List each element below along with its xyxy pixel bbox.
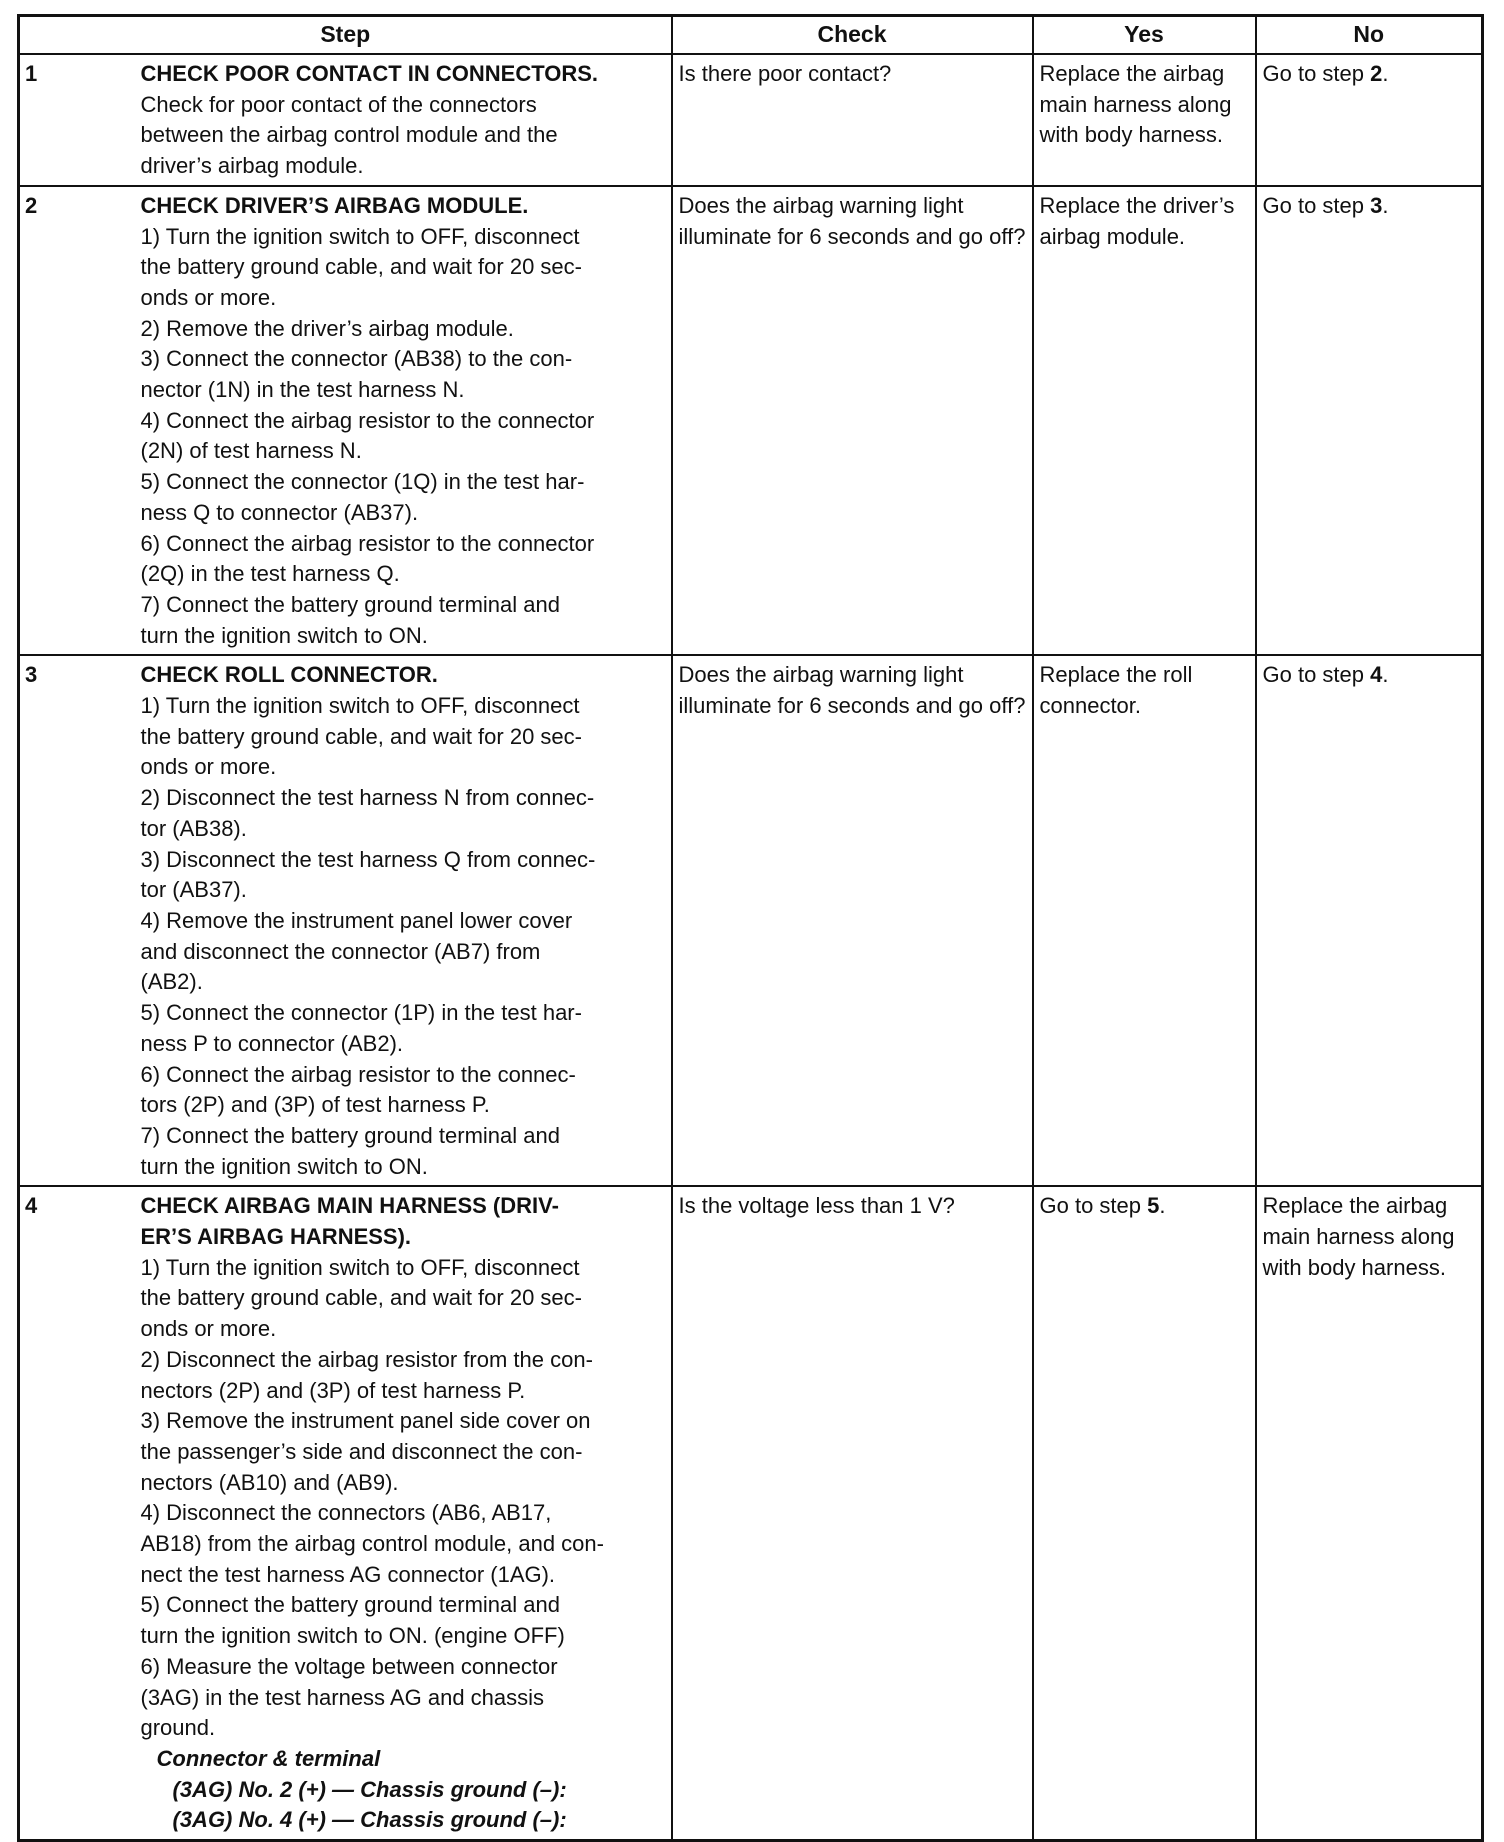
check-cell: Does the airbag warning light illuminate for 6 seconds and go off? xyxy=(672,186,1033,656)
goto-step-number: 2 xyxy=(1370,61,1383,86)
step-line: ness Q to connector (AB37). xyxy=(140,499,419,525)
step-title: CHECK POOR CONTACT IN CONNECTORS. xyxy=(140,61,599,86)
step-title-continued: ER’S AIRBAG HARNESS). xyxy=(140,1224,412,1250)
step-line: and disconnect the connector (AB7) from xyxy=(140,938,541,964)
step-line: (2Q) in the test harness Q. xyxy=(140,561,400,587)
yes-cell xyxy=(1033,1186,1256,1840)
step-line: onds or more. xyxy=(140,284,277,310)
step-line: 2) Remove the driver’s airbag module. xyxy=(140,315,514,341)
yes-cell: Replace the roll connector. xyxy=(1033,655,1256,1186)
step-line: (AB2). xyxy=(140,969,203,995)
step-line: 1) Turn the ignition switch to OFF, disconnect xyxy=(140,223,580,249)
step-line: the battery ground cable, and wait for 20 sec- xyxy=(140,723,582,749)
yes-cell: Replace the airbag main harness along with body harness. xyxy=(1033,54,1256,186)
header-step: Step xyxy=(19,16,672,55)
connector-terminal-line: (3AG) No. 2 (+) — Chassis ground (–): xyxy=(172,1776,567,1802)
step-line: 5) Connect the battery ground terminal and xyxy=(140,1592,560,1618)
step-line: nectors (2P) and (3P) of test harness P. xyxy=(140,1377,526,1403)
header-row xyxy=(19,16,1483,55)
step-line: 7) Connect the battery ground terminal and xyxy=(140,591,560,617)
no-text: Go to step xyxy=(1262,61,1371,86)
no-text-suffix: . xyxy=(1382,61,1389,86)
diagnostic-document xyxy=(17,14,1481,1842)
no-cell xyxy=(1256,186,1483,656)
no-cell xyxy=(1256,54,1483,186)
step-title: CHECK DRIVER’S AIRBAG MODULE. xyxy=(140,192,529,218)
step-line: tor (AB38). xyxy=(140,815,247,841)
check-cell: Does the airbag warning light illuminate for 6 seconds and go off? xyxy=(672,655,1033,1186)
diagnostic-table xyxy=(17,14,1484,1842)
step-line: 7) Connect the battery ground terminal and xyxy=(140,1122,560,1148)
step-line: (2N) of test harness N. xyxy=(140,438,362,464)
step-line: 6) Measure the voltage between connector xyxy=(140,1653,558,1679)
goto-step-number: 4 xyxy=(1370,662,1383,688)
goto-step-number: 5 xyxy=(1147,1193,1160,1219)
step-number: 2 xyxy=(19,186,139,656)
step-description xyxy=(139,1186,672,1840)
step-line: onds or more. xyxy=(140,1316,277,1342)
step-line: driver’s airbag module. xyxy=(140,153,364,179)
step-line: 5) Connect the connector (1P) in the test har- xyxy=(140,1000,582,1026)
yes-text: Go to step xyxy=(1039,1193,1148,1219)
check-cell: Is the voltage less than 1 V? xyxy=(672,1186,1033,1840)
table-row xyxy=(19,186,1483,656)
step-line: turn the ignition switch to ON. xyxy=(140,1153,428,1179)
step-title: CHECK ROLL CONNECTOR. xyxy=(140,662,438,688)
step-line: 3) Connect the connector (AB38) to the con- xyxy=(140,346,573,372)
step-line: 3) Disconnect the test harness Q from connec- xyxy=(140,846,596,872)
step-description xyxy=(139,655,672,1186)
step-description xyxy=(139,54,672,186)
yes-cell: Replace the driver’s airbag module. xyxy=(1033,186,1256,656)
step-line: tor (AB37). xyxy=(140,877,247,903)
table-row xyxy=(19,655,1483,1186)
no-cell: Replace the airbag main harness along with body harness. xyxy=(1256,1186,1483,1840)
no-text: Go to step xyxy=(1262,662,1371,688)
step-line: 5) Connect the connector (1Q) in the test har- xyxy=(140,469,585,495)
goto-step-number: 3 xyxy=(1370,192,1383,218)
table-row xyxy=(19,54,1483,186)
header-check: Check xyxy=(672,16,1033,55)
step-line: the battery ground cable, and wait for 20 sec- xyxy=(140,1285,582,1311)
step-number: 3 xyxy=(19,655,139,1186)
step-number: 4 xyxy=(19,1186,139,1840)
table-row xyxy=(19,1186,1483,1840)
header-yes: Yes xyxy=(1033,16,1256,55)
no-text-suffix: . xyxy=(1382,662,1389,688)
step-line: 4) Disconnect the connectors (AB6, AB17, xyxy=(140,1500,552,1526)
header-no: No xyxy=(1256,16,1483,55)
step-line: nect the test harness AG connector (1AG). xyxy=(140,1561,556,1587)
step-line: 3) Remove the instrument panel side cover on xyxy=(140,1408,591,1434)
step-line: (3AG) in the test harness AG and chassis xyxy=(140,1684,545,1710)
step-line: 1) Turn the ignition switch to OFF, disconnect xyxy=(140,1254,580,1280)
connector-terminal-line: (3AG) No. 4 (+) — Chassis ground (–): xyxy=(172,1807,567,1833)
step-line: 4) Connect the airbag resistor to the connector xyxy=(140,407,595,433)
step-line: 2) Disconnect the test harness N from connec- xyxy=(140,785,595,811)
check-cell: Is there poor contact? xyxy=(672,54,1033,186)
step-line: ground. xyxy=(140,1715,216,1741)
step-line: turn the ignition switch to ON. (engine OFF) xyxy=(140,1623,565,1649)
connector-terminal-heading: Connector & terminal xyxy=(156,1745,381,1771)
step-number: 1 xyxy=(19,54,139,186)
step-line: tors (2P) and (3P) of test harness P. xyxy=(140,1092,490,1118)
step-line: 2) Disconnect the airbag resistor from the con- xyxy=(140,1346,593,1372)
step-line: AB18) from the airbag control module, and con- xyxy=(140,1531,604,1557)
no-cell xyxy=(1256,655,1483,1186)
step-title: CHECK AIRBAG MAIN HARNESS (DRIV- xyxy=(140,1193,559,1219)
no-text: Go to step xyxy=(1262,192,1371,218)
step-line: 6) Connect the airbag resistor to the connector xyxy=(140,530,595,556)
step-line: 1) Turn the ignition switch to OFF, disconnect xyxy=(140,693,580,719)
step-line: ness P to connector (AB2). xyxy=(140,1030,404,1056)
yes-text-suffix: . xyxy=(1159,1193,1166,1219)
step-line: onds or more. xyxy=(140,754,277,780)
step-line: nectors (AB10) and (AB9). xyxy=(140,1469,399,1495)
no-text-suffix: . xyxy=(1382,192,1389,218)
step-line: 4) Remove the instrument panel lower cover xyxy=(140,907,573,933)
step-line: between the airbag control module and the xyxy=(140,122,558,148)
step-description xyxy=(139,186,672,656)
step-line: the battery ground cable, and wait for 20 sec- xyxy=(140,254,582,280)
step-line: Check for poor contact of the connectors xyxy=(140,91,537,117)
step-line: the passenger’s side and disconnect the con- xyxy=(140,1438,583,1464)
step-line: turn the ignition switch to ON. xyxy=(140,622,428,648)
step-line: 6) Connect the airbag resistor to the connec- xyxy=(140,1061,576,1087)
step-line: nector (1N) in the test harness N. xyxy=(140,377,465,403)
